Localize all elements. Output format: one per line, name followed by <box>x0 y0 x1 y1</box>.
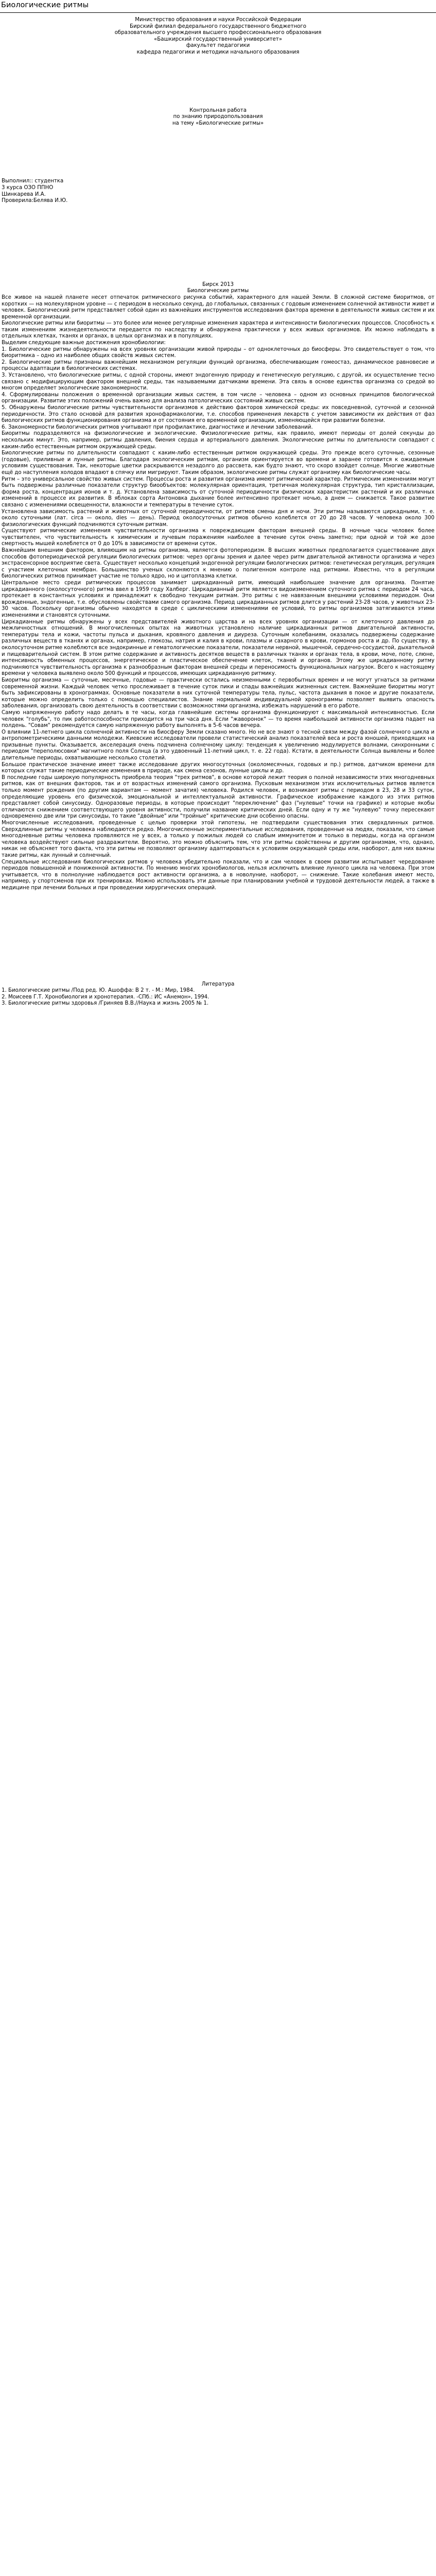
header-line: кафедра педагогики и методики начального образования <box>136 49 300 55</box>
author-line: 3 курса ОЗО ППНО <box>2 184 54 191</box>
paragraph: 1. Биологические ритмы обнаружены на всех уровнях организации живой природы – от одноклеточных до биосферы. Это свидетельствует о том, что биоритмика – одно из наиболее общих свойств живых систем. <box>2 346 434 359</box>
paragraph: Специальные исследования биологических ритмов у человека убедительно показали, что и сам человек в своем развитии испытывает чередование периодов повышенной и пониженной активности. По мнению многих хронобиологов, нельзя исключить влияние лунного цикла на человека. При этом учитывается, что в полнолуние наблюдается рост активности организма, а в новолуние, наоборот, — снижение. Такие колебания имеют место, например, у спортсменов при их тренировках. Можно использовать эти данные при планировании учебной и трудовой деятельности людей, а также в медицине при лечении больных и при проведении хирургических операций. <box>2 859 434 891</box>
author-block <box>2 178 434 204</box>
header-line: образовательного учреждения высшего профессионального образования <box>114 30 322 36</box>
paragraph: 5. Обнаружены биологические ритмы чувствительности организмов к действию факторов химической среды: их повседневной, суточной и сезонной периодичности. Это стало основой для развития хронофармакологии, т.е. способов применения лекарств с учетом зависимости их действия от фаз биологических ритмов функционирования организма и от состояния его временной организации, изменяющейся при развитии болезни. <box>2 405 434 424</box>
work-title-block <box>2 108 434 127</box>
body-text <box>2 295 434 892</box>
work-title-line: на тему «Биологические ритмы» <box>172 120 264 126</box>
paragraph: Циркадианные ритмы обнаружены у всех представителей животного царства и на всех уровнях организации — от клеточного давления до межличностных отношений. В многочисленных опытах на животных установлено наличие циркадианных ритмов двигательной активности, температуры тела и кожи, частоты пульса и дыхания, кровяного давления и диуреза. Суточным колебаниям, оказались подвержены содержание различных веществ в тканях и органах, например, глюкозы, натрия и калия в крови, плазмы и сахарного в крови, гормонов роста и др. По существу, в околосуточном ритме колеблются все эндокринные и гематологические показатели, показатели нервной, мышечной, сердечно-сосудистой, дыхательной и пищеварительной систем. В этом ритме содержание и активность десятков веществ в различных тканях и органах тела, в крови, моче, поте, слюне, интенсивность обменных процессов, энергетическое и пластическое обеспечение клеток, тканей и органов. Этому же циркадианному ритму подчиняются чувствительность организма к разнообразным факторам внешней среды и переносимость функциональных нагрузок. Всего к настоящему времени у человека выявлено около 500 функций и процессов, имеющих циркадианную ритмику. <box>2 619 434 677</box>
header-line: факультет педагогики <box>186 43 250 49</box>
document-page <box>0 17 436 1007</box>
paragraph: Выделим следующие важные достижения хронобиологии: <box>2 340 166 346</box>
paragraph: Биоритмы организма — суточные, месячные, годовые — практически остались неизменными с первобытных времен и не могут угнаться за ритмами современной жизни. Каждый человек четко прослеживает в течение суток пики и спады важнейших жизненных систем. Важнейшие биоритмы могут быть зафиксированы в хронограммах. Основные показатели в них суточной температуры тела, пульс, частота дыхания в покое и другие показатели, которые можно определить только с помощью специалистов. Знание нормальной индивидуальной хронограммы позволяет выявить опасность заболевания, организовать свою деятельность в соответствии с возможностями организма, избежать нарушений в его работе. <box>2 677 434 709</box>
literature-item: 3. Биологические ритмы здоровья /Гриняев В.В.//Наука и жизнь 2005 № 1. <box>2 1001 209 1007</box>
paragraph: Важнейшим внешним фактором, влияющим на ритмы организма, является фотопериодизм. В высших животных предполагается существование двух способов фотопериодической регуляции биологических ритмов: через органы зрения и далее через ритм двигательной активности организма и через экстрасенсорное восприятие света. Существует несколько концепций эндогенной регуляции биологических ритмов: генетическая регуляция, регуляция с участием клеточных мембран. Большинство ученых склоняются к мнению о полигенном контроле над ритмами. Известно, что в регуляции биологических ритмов принимает участие не только ядро, но и цитоплазма клетки. <box>2 548 434 580</box>
author-line: Проверила:Белява И.Ю. <box>2 198 68 204</box>
header-line: Бирский филиал федерального государственного бюджетного <box>130 23 306 29</box>
paragraph: Биологические ритмы или биоритмы — это более или менее регулярные изменения характера и интенсивности биологических процессов. Способность к таким изменениям жизнедеятельности передается по наследству и обнаружена практически у всех живых организмов. Их можно наблюдать в отдельных клетках, тканях и органах, в целых организмах и в популяциях. <box>2 320 434 340</box>
header-line: Министерство образования и науки Российской Федерации <box>135 17 301 23</box>
literature-item: 2. Моисеев Г.Т. Хронобиология и хронотерапия. -СПб.: ИС «Анемон», 1994. <box>2 994 210 1000</box>
paragraph: 2. Биологические ритмы признаны важнейшим механизмом регуляции функций организма, обеспечивающим гомеостаз, динамическое равновесие и процессы адаптации в биологических системах. <box>2 359 434 372</box>
paragraph: Биоритмы подразделяются на физиологические и экологические. Физиологические ритмы, как правило, имеют периоды от долей секунды до нескольких минут. Это, например, ритмы давления, биения сердца и артериального давления. Экологические ритмы по длительности совпадают с каким-либо естественным ритмом окружающей среды. <box>2 431 434 450</box>
paragraph: Центральное место среди ритмических процессов занимает циркадианный ритм, имеющий наибольшее значение для организма. Понятие циркадианного (околосуточного) ритма ввел в 1959 году Халберг. Циркадианный ритм является видоизменением суточного ритма с периодом 24 часа, протекает в константных условиях и принадлежит к свободно текущим ритмам. Это ритмы с не навязанным внешними условиями периодом. Они врожденные, эндогенные, т.е. обусловлены свойствами самого организма. Период циркадианных ритмов длится у растений 23-28 часов, у животных 23-30 часов. Поскольку организмы обычно находятся в среде с циклическими изменениями ее условий, то ритмы организмов затягиваются этими изменениями и становятся суточными. <box>2 580 434 618</box>
paragraph: Установлена зависимость растений и животных от суточной периодичности, от ритмов смены дня и ночи. Эти ритмы называются циркадными, т. е. около суточными (лат. circa — около, dies — день). Период околосуточных ритмов обычно колеблется от 20 до 28 часов. У человека около 300 физиологических функций подчиняются суточным ритмам. <box>2 509 434 528</box>
paragraph: Биологические ритмы по длительности совпадают с каким-либо естественным ритмом окружающей среды. Это прежде всего суточные, сезонные (годовые), приливные и лунные ритмы. Благодаря экологическим ритмам, организм ориентируется во времени и заранее готовится к ожидаемым условиям существования. Так, некоторые цветки раскрываются незадолго до рассвета, как будто знают, что скоро взойдет солнце. Многие животные ещё до наступления холодов впадают в спячку или мигрируют. Таким образом, экологические ритмы служат организму как биологические часы. <box>2 450 434 476</box>
paragraph: Многочисленные исследования, проведенные с целью проверки этой гипотезы, не подтвердили существования этих сверхдлинных ритмов. Сверхдлинные ритмы у человека наблюдаются редко. Многочисленные экспериментальные исследования, проведенные на людях, показали, что самые многодневные ритмы человека проявляются не у всех, а только у пожилых людей со слабым иммунитетом и только в периоды, когда на организм человека воздействуют сильные раздражители. Вероятно, это можно объяснить тем, что эти ритмы свойственны и другим организмам, что, однако, никак не объясняет того факта, что эти ритмы не позволяют организму адаптироваться к условиям окружающей среды или, наоборот, для них важны такие ритмы, как лунный и солнечный. <box>2 820 434 858</box>
paragraph: 4. Сформулированы положения о временной организации живых систем, в том числе – человека – одном из основных принципов биологической организации. Развитие этих положений очень важно для анализа патологических состояний живых систем. <box>2 392 434 404</box>
paragraph: Все живое на нашей планете несет отпечаток ритмического рисунка событий, характерного для нашей Земли. В сложной системе биоритмов, от коротких — на молекулярном уровне — с периодом в несколько секунд, до глобальных, связанных с годовым изменением солнечной активности живет и человек. Биологический ритм представляет собой один из важнейших инструментов исследования фактора времени в деятельности живых систем и их временной организации. <box>2 294 434 320</box>
paragraph: Самую напряженную работу надо делать в те часы, когда главнейшие системы организма функционируют с максимальной интенсивностью. Если человек "голубь", то пик работоспособности приходится на три часа дня. Если "жаворонок" — то время наибольшей активности организма падает на полдень. "Совам" рекомендуется самую напряженную работу выполнять в 5-6 часов вечера. <box>2 709 434 729</box>
author-line: Шинкарева И.А. <box>2 191 46 197</box>
institution-header <box>2 17 434 56</box>
author-line: Выполнил:: студентка <box>2 178 64 184</box>
literature-title: Литература <box>201 981 235 987</box>
header-line: «Башкирский государственный университет» <box>154 36 282 42</box>
paragraph: Ритм – это универсальное свойство живых систем. Процессы роста и развития организма имеют ритмический характер. Ритмическим изменениям могут быть подвержены различные показатели структур биообъектов: молекулярная ориентация, третичная молекулярная структура, тип кристаллизации, форма роста, концентрация ионов и т. д. Установлена зависимость от суточной периодичности физических характеристик растений и их различных изменений в процессе их развития. В яблоках сорта Антоновка дыхание более интенсивно протекает ночью, а днем — снижается. Такое развитие связано с изменениями освещенности, влажности и температуры в течение суток. <box>2 476 434 508</box>
window-title: Биологические ритмы <box>0 0 436 13</box>
paragraph: О влиянии 11-летнего цикла солнечной активности на биосферу Земли сказано много. Но не все знают о тесной связи между фазой солнечного цикла и антропометрическими данными молодежи. Киевские исследователи провели статистический анализ показателей веса и роста юношей, приходящих на призывные пункты. Оказывается, акселерация очень подчинена солнечному циклу: тенденция к увеличению модулируется волнами, синхронными с периодом "переполюсовки" магнитного поля Солнца (а это удвоенный 11-летний цикл, т. е. 22 года). Кстати, в деятельности Солнца выявлены и более длительные периоды, охватывающие несколько столетий. <box>2 729 434 761</box>
paragraph: Большое практическое значение имеет также исследование других многосуточных (околомесячных, годовых и пр.) ритмов, датчиком времени для которых служат такие периодические изменения в природе, как смена сезонов, лунные циклы и др. <box>2 761 434 774</box>
work-title-line: Контрольная работа <box>189 107 247 113</box>
section-heading: Биологические ритмы <box>187 288 249 294</box>
work-title-line: по знанию природопользования <box>173 114 263 120</box>
literature-list <box>2 988 434 1007</box>
paragraph: В последние годы широкую популярность приобрела теория "трех ритмов", в основе которой лежит теория о полной независимости этих многодневных ритмов, как от внешних факторов, так и от возрастных изменений самого организма. Пусковым механизмом этих исключительных ритмов является только момент рождения (по другим вариантам — момент зачатия) человека. Родился человек, и возникают ритмы с периодом в 23, 28 и 33 суток, определяющие уровень его физической, эмоциональной и интеллектуальной активности. Графическое изображение каждого из этих ритмов представляет собой синусоиду. Одноразовые периоды, в которые происходит "переключение" фаз ("нулевые" точки на графике) и которые якобы отличаются снижением соответствующего уровня активности, получили название критических дней. Если одну и ту же "нулевую" точку пересекают одновременно две или три синусоиды, то такие "двойные" или "тройные" критические дни особенно опасны. <box>2 774 434 820</box>
city-year: Бирск 2013 <box>202 281 234 287</box>
paragraph: Существуют ритмические изменения чувствительности организма к повреждающим факторам внешней среды. В ночные часы человек более чувствителен, что чувствительность к химическим и лучевым поражениям наиболее в течение суток очень заметно; при одной и той же дозе смертность мышей колеблется от 0 до 10% в зависимости от времени суток. <box>2 528 434 547</box>
paragraph: 3. Установлено, что биологические ритмы, с одной стороны, имеют эндогенную природу и генетическую регуляцию, с другой, их осуществление тесно связано с модифицирующим фактором внешней среды, так называемыми датчиками времени. Эта связь в основе единства организма со средой во многом определяет экологические закономерности. <box>2 372 434 392</box>
literature-item: 1. Биологические ритмы /Под ред. Ю. Ашоффа: В 2 т. - М.: Мир, 1984. <box>2 988 195 994</box>
paragraph: 6. Закономерности биологических ритмов учитывают при профилактике, диагностике и лечении заболеваний. <box>2 424 313 430</box>
